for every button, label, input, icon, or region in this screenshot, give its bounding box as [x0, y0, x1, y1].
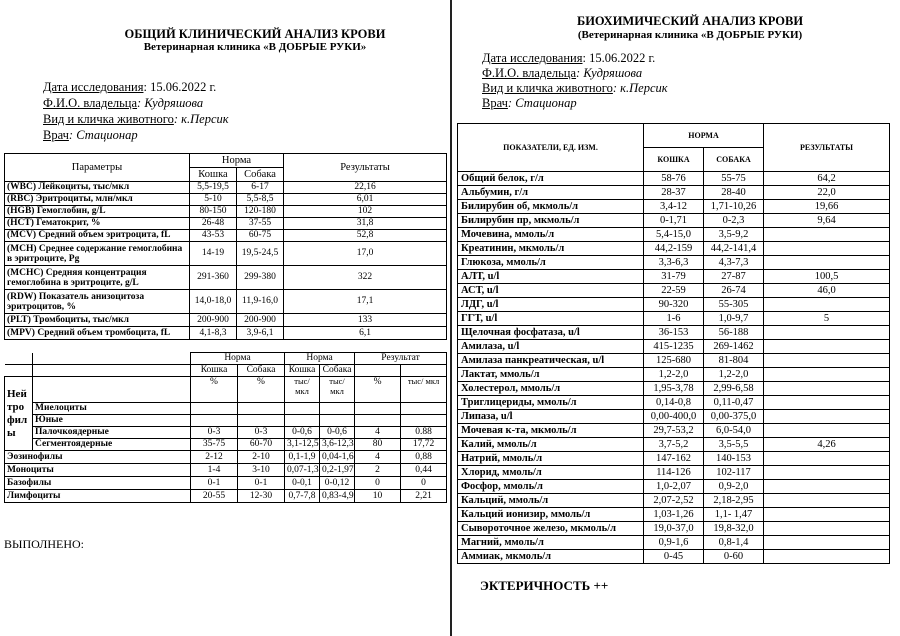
- col-header-norm: Норма: [190, 154, 284, 168]
- table-row: Альбумин, г/л 28-37 28-40 22,0: [458, 186, 890, 200]
- cbc-table: [4, 153, 447, 340]
- formula-norm-pct-header: Норма: [191, 353, 285, 365]
- biochem-owner-line: Ф.И.О. владельца: Кудряшова: [482, 66, 643, 80]
- table-row: (MCH) Среднее содержание гемоглобина в эритроците, Pg 14-19 19,5-24,5 17,0: [5, 242, 447, 266]
- done-label: ВЫПОЛНЕНО:: [4, 537, 85, 551]
- col-header-cat: КОШКА: [644, 148, 704, 172]
- table-row: Лимфоциты 20-55 12-30 0,7-7,8 0,83-4,9 10 2,21: [5, 490, 447, 503]
- table-row: Кальций, ммоль/л 2,07-2,52 2,18-2,95: [458, 494, 890, 508]
- table-row: Базофилы 0-1 0-1 0-0,1 0-0,12 0 0: [5, 477, 447, 490]
- table-row: Триглицериды, ммоль/л 0,14-0,8 0,11-0,47: [458, 396, 890, 410]
- table-row: Амилаза панкреатическая, u/l 125-680 81-804: [458, 354, 890, 368]
- table-row: Аммиак, мкмоль/л 0-45 0-60: [458, 550, 890, 564]
- table-row: Билирубин об, мкмоль/л 3,4-12 1,71-10,26 19,66: [458, 200, 890, 214]
- col-header-dog: СОБАКА: [704, 148, 764, 172]
- col-header-results: Результаты: [284, 154, 447, 182]
- cbc-doctor-line: Врач: Стационар: [43, 128, 138, 142]
- col-header-indicators: ПОКАЗАТЕЛИ, ЕД. ИЗМ.: [458, 124, 644, 172]
- table-row: Холестерол, ммоль/л 1,95-3,78 2,99-6,58: [458, 382, 890, 396]
- table-row: Общий белок, г/л 58-76 55-75 64,2: [458, 172, 890, 186]
- biochem-doctor-line: Врач: Стационар: [482, 96, 577, 110]
- table-row: (HCT) Гематокрит, % 26-48 37-55 31,8: [5, 218, 447, 230]
- col-header-cat: Кошка: [190, 168, 237, 182]
- table-row: Натрий, ммоль/л 147-162 140-153: [458, 452, 890, 466]
- cbc-date-line: Дата исследования: 15.06.2022 г.: [43, 80, 217, 94]
- biochem-animal-line: Вид и кличка животного: к.Персик: [482, 81, 668, 95]
- table-row: Лактат, ммоль/л 1,2-2,0 1,2-2,0: [458, 368, 890, 382]
- table-row: ГГТ, u/l 1-6 1,0-9,7 5: [458, 312, 890, 326]
- biochem-date-line: Дата исследования: 15.06.2022 г.: [482, 51, 656, 65]
- table-row: Креатинин, мкмоль/л 44,2-159 44,2-141,4: [458, 242, 890, 256]
- col-header-params: Параметры: [5, 154, 190, 182]
- table-row: Моноциты 1-4 3-10 0,07-1,3 0,2-1,97 2 0,44: [5, 464, 447, 477]
- table-row: (WBC) Лейкоциты, тыс/мкл 5,5-19,5 6-17 22,16: [5, 182, 447, 194]
- formula-norm-abs-header: Норма: [285, 353, 355, 365]
- table-row: Липаза, u/l 0,00-400,0 0,00-375,0: [458, 410, 890, 424]
- table-row: АСТ, u/l 22-59 26-74 46,0: [458, 284, 890, 298]
- table-row: (RBC) Эритроциты, млн/мкл 5-10 5,5-8,5 6,01: [5, 194, 447, 206]
- table-row: (RDW) Показатель анизоцитоза эритроцитов, % 14,0-18,0 11,9-16,0 17,1: [5, 290, 447, 314]
- table-row: Щелочная фосфатаза, u/l 36-153 56-188: [458, 326, 890, 340]
- table-row: АЛТ, u/l 31-79 27-87 100,5: [458, 270, 890, 284]
- table-row: ЛДГ, u/l 90-320 55-305: [458, 298, 890, 312]
- table-row: (MCV) Средний объем эритроцита, fL 43-53 60-75 52,8: [5, 230, 447, 242]
- biochem-clinic-subtitle: (Ветеринарная клиника «В ДОБРЫЕ РУКИ): [577, 29, 803, 41]
- table-row: Хлорид, ммоль/л 114-126 102-117: [458, 466, 890, 480]
- cbc-animal-line: Вид и кличка животного: к.Персик: [43, 112, 229, 126]
- table-row: (MPV) Средний объем тромбоцита, fL 4,1-8,3 3,9-6,1 6,1: [5, 327, 447, 340]
- table-row: Билирубин пр, мкмоль/л 0-1,71 0-2,3 9,64: [458, 214, 890, 228]
- table-row: Мочевая к-та, мкмоль/л 29,7-53,2 6,0-54,0: [458, 424, 890, 438]
- page-divider: [450, 0, 452, 636]
- table-row: Кальций ионизир, ммоль/л 1,03-1,26 1,1- 1,47: [458, 508, 890, 522]
- icterus-footer: ЭКТЕРИЧНОСТЬ ++: [480, 578, 609, 593]
- table-row: Юные: [5, 415, 447, 427]
- table-row: Магний, ммоль/л 0,9-1,6 0,8-1,4: [458, 536, 890, 550]
- table-row: Эозинофилы 2-12 2-10 0,1-1,9 0,04-1,6 4 0,88: [5, 451, 447, 464]
- table-row: Палочкоядерные 0-3 0-3 0-0,6 0-0,6 4 0.88: [5, 427, 447, 439]
- table-row: (PLT) Тромбоциты, тыс/мкл 200-900 200-900 133: [5, 314, 447, 327]
- table-row: Сывороточное железо, мкмоль/л 19,0-37,0 19,8-32,0: [458, 522, 890, 536]
- col-header-results: РЕЗУЛЬТАТЫ: [764, 124, 890, 172]
- table-row: Фосфор, ммоль/л 1,0-2,07 0,9-2,0: [458, 480, 890, 494]
- table-row: Мочевина, ммоль/л 5,4-15,0 3,5-9,2: [458, 228, 890, 242]
- col-header-norm: НОРМА: [644, 124, 764, 148]
- cbc-owner-line: Ф.И.О. владельца: Кудряшова: [43, 96, 204, 110]
- table-row: Амилаза, u/l 415-1235 269-1462: [458, 340, 890, 354]
- table-row: Миелоциты: [5, 403, 447, 415]
- table-row: Глюкоза, ммоль/л 3,3-6,3 4,3-7,3: [458, 256, 890, 270]
- col-header-dog: Собака: [237, 168, 284, 182]
- table-row: Калий, ммоль/л 3,7-5,2 3,5-5,5 4,26: [458, 438, 890, 452]
- biochem-table: [457, 123, 890, 564]
- formula-result-header: Результат: [355, 353, 447, 365]
- cbc-clinic-subtitle: Ветеринарная клиника «В ДОБРЫЕ РУКИ»: [143, 41, 367, 53]
- biochem-title: БИОХИМИЧЕСКИЙ АНАЛИЗ КРОВИ: [576, 14, 804, 28]
- neutrophils-side-label: Нейтрофилы: [5, 377, 33, 451]
- table-row: (MCHC) Средняя концентрация гемоглобина в эритроците, g/L 291-360 299-380 322: [5, 266, 447, 290]
- table-row: (HGB) Гемоглобин, g/L 80-150 120-180 102: [5, 206, 447, 218]
- table-row: Сегментоядерные 35-75 60-70 3,1-12,5 3,6-12,3 80 17,72: [5, 439, 447, 451]
- cbc-title: ОБЩИЙ КЛИНИЧЕСКИЙ АНАЛИЗ КРОВИ: [124, 27, 386, 41]
- leukocyte-formula-table: Норма Норма Результат Кошка Собака Кошка Собака Нейтрофилы % % тыс/ мкл тыс/ мкл % тыс/ мкл Миелоциты Юные Палочкоядерные 0-3 0-3 0-0,6 0-0,6 4 0.88 Сегментоядерные 35-75 60-70 3,1-12,5 3,6-12,3 80 17,72 Эозинофилы 2-12 2-10 0,1-1,9 0,04-1,6 4 0,88 Моноциты 1-4 3-10 0,07-1,3 0,2-1,97 2 0,44 Базофилы 0-1 0-1 0-0,1 0-0,12 0 0 Лимфоциты 20-55 12-30 0,7-7,8 0,83-4,9 10 2,21: [4, 352, 447, 503]
